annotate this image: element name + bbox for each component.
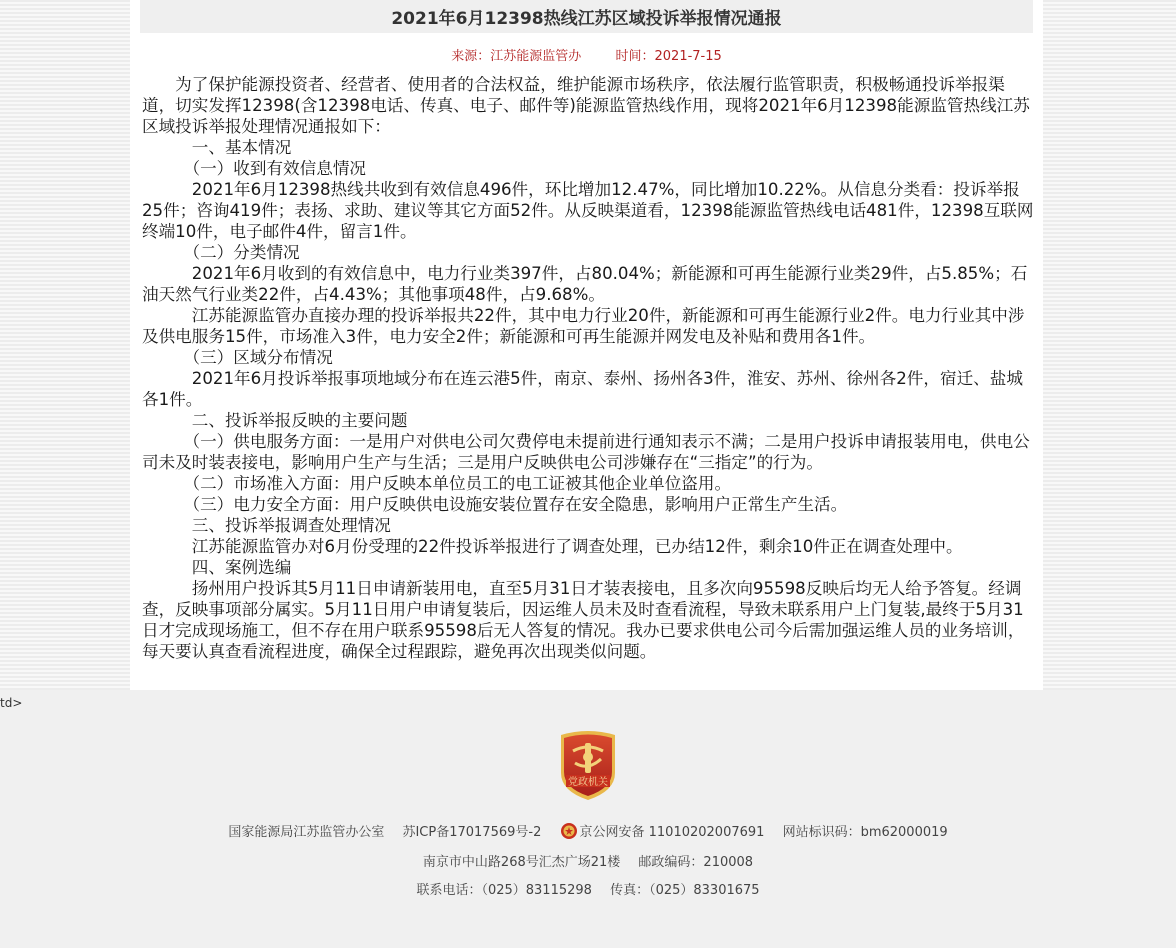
footer-police-record-link[interactable]: 京公网安备 11010202007691 <box>579 825 765 840</box>
footer-phone: 联系电话：（025）83115298 <box>416 883 592 898</box>
time-value: 2021-7-15 <box>654 49 722 64</box>
paragraph-safety: （三）电力安全方面：用户反映供电设施安装位置存在安全隐患，影响用户正常生产生活。 <box>142 495 848 514</box>
footer-org: 国家能源局江苏监管办公室 <box>228 825 385 840</box>
footer-row-1 <box>0 821 1176 840</box>
paragraph-intro: 为了保护能源投资者、经营者、使用者的合法权益，维护能源市场秩序，依法履行监管职责，积极畅通投诉举报渠道，切实发挥12398(含12398电话、传真、电子、邮件等)能源监管热线作用，现将2021年6月12398能源监管热线江苏区域投诉举报处理情况通报如下： <box>142 75 1030 136</box>
paragraph-market: （二）市场准入方面：用户反映本单位员工的电工证被其他企业单位盗用。 <box>142 474 732 493</box>
emblem-label: 党政机关 <box>568 777 608 788</box>
source-label: 来源： <box>451 49 491 64</box>
footer-row-2 <box>0 851 1176 870</box>
paragraph-direct: 江苏能源监管办直接办理的投诉举报共22件，其中电力行业20件，新能源和可再生能源行业2件。电力行业其中涉及供电服务15件，市场准入3件，电力安全2件；新能源和可再生能源并网发电及补贴和费用各1件。 <box>142 306 1025 346</box>
footer-row-3 <box>0 879 1176 898</box>
subheading-region: （三）区域分布情况 <box>142 348 333 367</box>
footer-postcode: 邮政编码：210008 <box>638 855 754 870</box>
subheading-category: （二）分类情况 <box>142 243 300 262</box>
party-government-emblem-icon[interactable] <box>557 729 619 801</box>
article-panel <box>130 0 1043 690</box>
paragraph-received: 2021年6月12398热线共收到有效信息496件，环比增加12.47%，同比增加10.22%。从信息分类看：投诉举报25件；咨询419件；表扬、求助、建议等其它方面52件。从反映渠道看，12398能源监管热线电话481件，12398互联网终端10件，电子邮件4件，留言1件。 <box>142 180 1034 241</box>
paragraph-handling: 江苏能源监管办对6月份受理的22件投诉举报进行了调查处理，已办结12件，剩余10件正在调查处理中。 <box>142 537 963 556</box>
heading-basic: 一、基本情况 <box>142 138 292 157</box>
stray-markup-text: td> <box>0 696 23 710</box>
footer-icp-link[interactable]: 苏ICP备17017569号-2 <box>402 825 542 840</box>
paragraph-region: 2021年6月投诉举报事项地域分布在连云港5件，南京、泰州、扬州各3件，淮安、苏州、徐州各2件，宿迁、盐城各1件。 <box>142 369 1023 409</box>
paragraph-supply: （一）供电服务方面：一是用户对供电公司欠费停电未提前进行通知表示不满；二是用户投诉申请报装用电，供电公司未及时装表接电，影响用户生产与生活；三是用户反映供电公司涉嫌存在“三指定”的行为。 <box>142 432 1030 472</box>
article-title: 2021年6月12398热线江苏区域投诉举报情况通报 <box>140 0 1033 33</box>
police-badge-icon <box>560 822 578 840</box>
heading-problems: 二、投诉举报反映的主要问题 <box>142 411 408 430</box>
article-meta <box>130 45 1043 64</box>
article-body <box>142 74 1034 662</box>
time-label: 时间： <box>615 49 655 64</box>
heading-cases: 四、案例选编 <box>142 558 292 577</box>
paragraph-case: 扬州用户投诉其5月11日申请新装用电，直至5月31日才装表接电，且多次向95598反映后均无人给予答复。经调查，反映事项部分属实。5月11日用户申请复装后，因运维人员未及时查看流程，导致未联系用户上门复装,最终于5月31日才完成现场施工，但不存在用户联系95598后无人答复的情况。我办已要求供电公司今后需加强运维人员的业务培训，每天要认真查看流程进度，确保全过程跟踪，避免再次出现类似问题。 <box>142 579 1025 661</box>
subheading-received: （一）收到有效信息情况 <box>142 159 367 178</box>
footer-address: 南京市中山路268号汇杰广场21楼 <box>422 855 621 870</box>
heading-handling: 三、投诉举报调查处理情况 <box>142 516 391 535</box>
paragraph-category: 2021年6月收到的有效信息中，电力行业类397件，占80.04%；新能源和可再生能源行业类29件，占5.85%；石油天然气行业类22件，占4.43%；其他事项48件，占9.68%。 <box>142 264 1028 304</box>
footer-fax: 传真：（025）83301675 <box>610 883 760 898</box>
footer-site-id: 网站标识码：bm62000019 <box>782 825 948 840</box>
source-value: 江苏能源监管办 <box>490 49 582 64</box>
